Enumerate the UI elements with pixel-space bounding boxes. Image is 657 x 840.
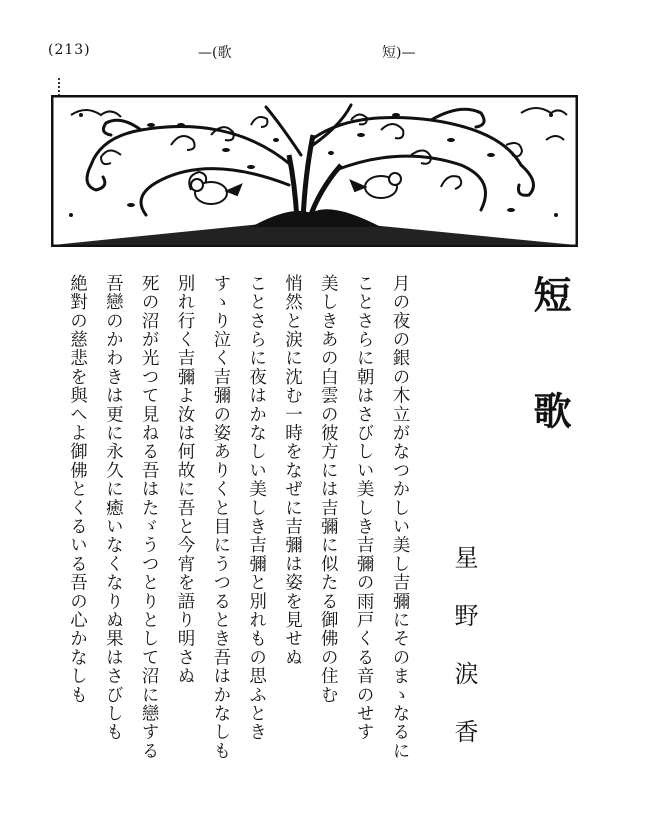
page-number: (213) <box>48 42 91 58</box>
poem-line: ことさらに朝はさびしい美しき吉彌の雨戸くる音のせす <box>354 274 375 742</box>
poem-line: 悄然と涙に沈む一時をなぜに吉彌は姿を見せぬ <box>282 274 303 667</box>
poem-line: 死の沼が光つて見ねる吾はたゞうつとりとして沼に戀する <box>139 274 160 761</box>
poem-title: 短歌 <box>527 275 572 507</box>
running-title-left: —(歌 <box>198 45 232 61</box>
poem-line: ことさらに夜はかなしい美しき吉彌と別れもの思ふとき <box>246 274 267 742</box>
tree-with-birds-ornament-icon <box>51 95 578 247</box>
poem-line: 別れ行く吉彌よ汝は何故に吾と今宵を語り明さぬ <box>174 274 195 686</box>
poem-line: 吾戀のかわきは更に永久に癒いなくなりぬ果はさびしも <box>103 274 124 742</box>
poem-line: 月の夜の銀の木立がなつかしい美し吉彌にそのまゝなるに <box>389 274 410 761</box>
poem-body <box>68 274 408 794</box>
poem-line: 絶對の慈悲を與へよ御佛とくるいる吾の心かなしも <box>67 274 88 705</box>
author-name: 星野涙香 <box>450 545 478 777</box>
poem-line: すゝり泣く吉彌の姿ありくと目にうつるとき吾はかなしも <box>210 274 231 761</box>
running-title-right: 短)— <box>382 45 416 61</box>
running-header <box>0 38 657 68</box>
poem-line: 美しきあの白雲の彼方には吉彌に似たる御佛の住む <box>318 274 339 705</box>
